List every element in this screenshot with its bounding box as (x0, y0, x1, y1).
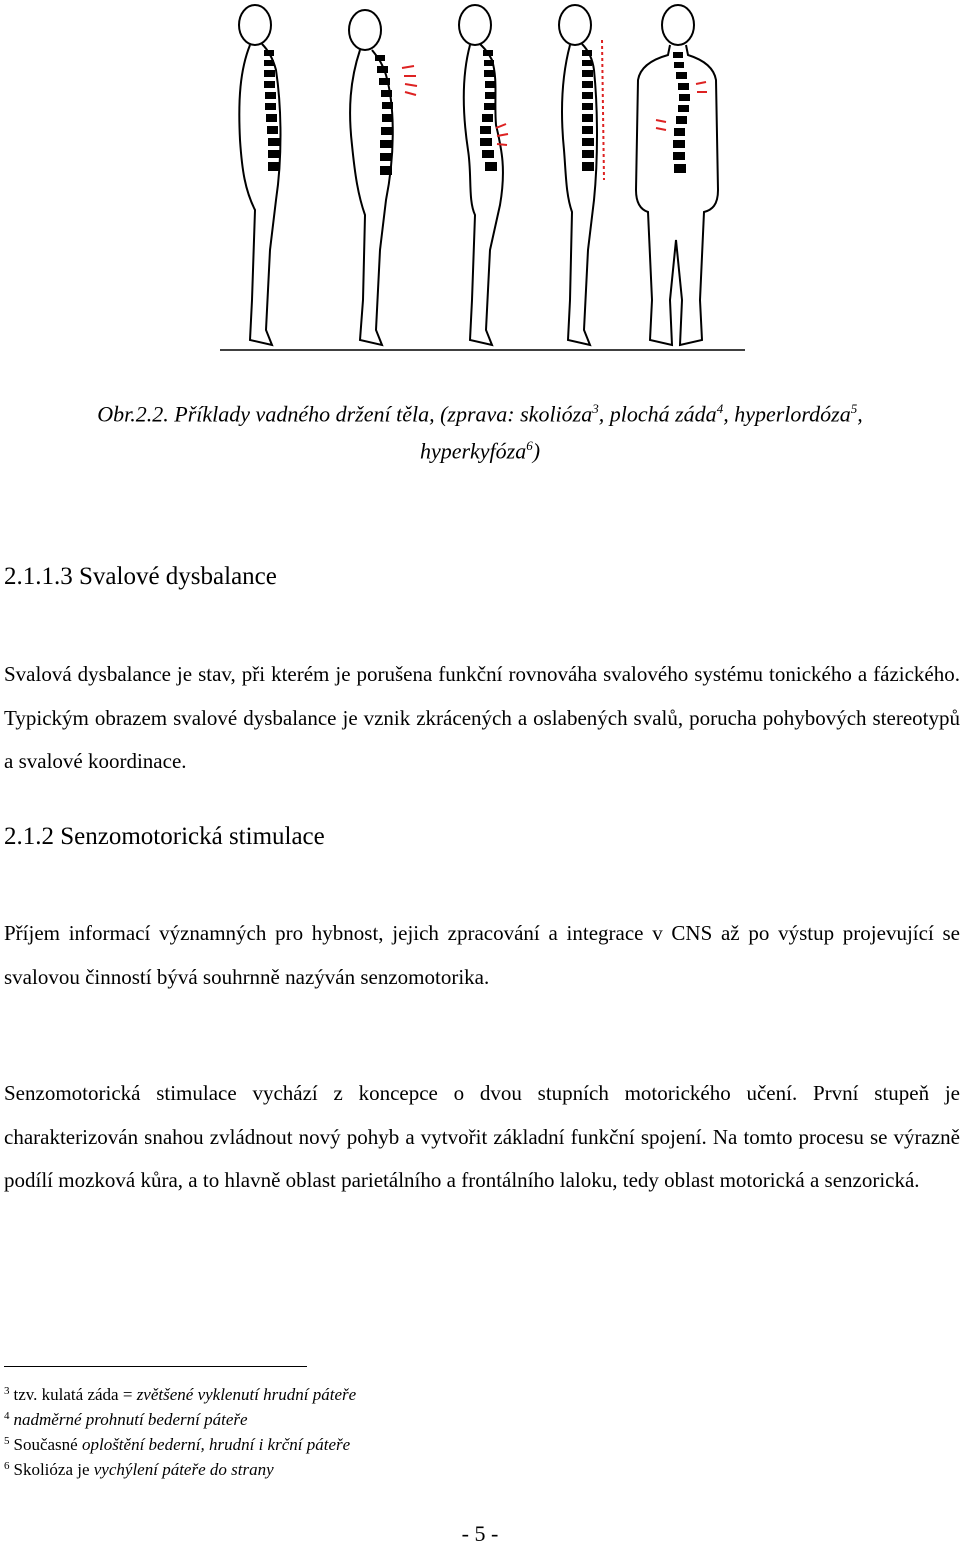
section-heading-senzomotoricka-stimulace: 2.1.2 Senzomotorická stimulace (4, 823, 325, 850)
footnote-6: $^6$ Skolióza je vychýlení páteře do strany (4, 1460, 274, 1479)
footnote-4: $^4$ nadměrné prohnutí bederní páteře (4, 1410, 248, 1429)
footnote-3: $^3$ tzv. kulatá záda = zvětšené vyklenutí hrudní páteře (4, 1385, 357, 1404)
section-heading-svalove-dysbalance: 2.1.1.3 Svalové dysbalance (4, 563, 277, 590)
posture-silhouette-hyperlordosis (459, 5, 508, 345)
footnote-5: $^5$ Současné oploštění bederní, hrudní i krční páteře (4, 1435, 351, 1454)
posture-silhouette-normal (239, 5, 281, 345)
paragraph-senzomotorika: Příjem informací významných pro hybnost, jejich zpracování a integrace v CNS až po výstup projevující se svalovou činností bývá souhrnně nazýván senzomotorika. (4, 921, 960, 989)
posture-figure (200, 0, 760, 360)
page-number: - 5 - (461, 1521, 499, 1546)
paragraph-motoricke-uceni: Senzomotorická stimulace vychází z koncepce o dvou stupních motorického učení. První stupeň je charakterizován snahou zvládnout nový pohyb a vytvořit základní funkční spojení. Na tomto procesu se výrazně podílí mozková kůra, a to hlavně oblast parietálního a frontálního laloku, tedy oblast motorická a senzorická. (4, 1081, 960, 1192)
figure-caption: Obr.2.2. Příklady vadného držení těla, (zprava: skolióza$^3$, plochá záda$^4$, hyperlordóza$^5$, hyperkyfóza$^6$) (97, 401, 863, 464)
footnote-separator (4, 1366, 307, 1367)
posture-silhouette-flat-back (559, 5, 604, 345)
paragraph-svalove-dysbalance: Svalová dysbalance je stav, při kterém je porušena funkční rovnováha svalového systému tonického a fázického. Typickým obrazem svalové dysbalance je vznik zkrácených a oslabených svalů, porucha pohybových stereotypů a svalové koordinace. (4, 662, 960, 773)
posture-silhouette-scoliosis (636, 5, 718, 345)
posture-silhouette-hyperkyphosis (349, 10, 417, 345)
